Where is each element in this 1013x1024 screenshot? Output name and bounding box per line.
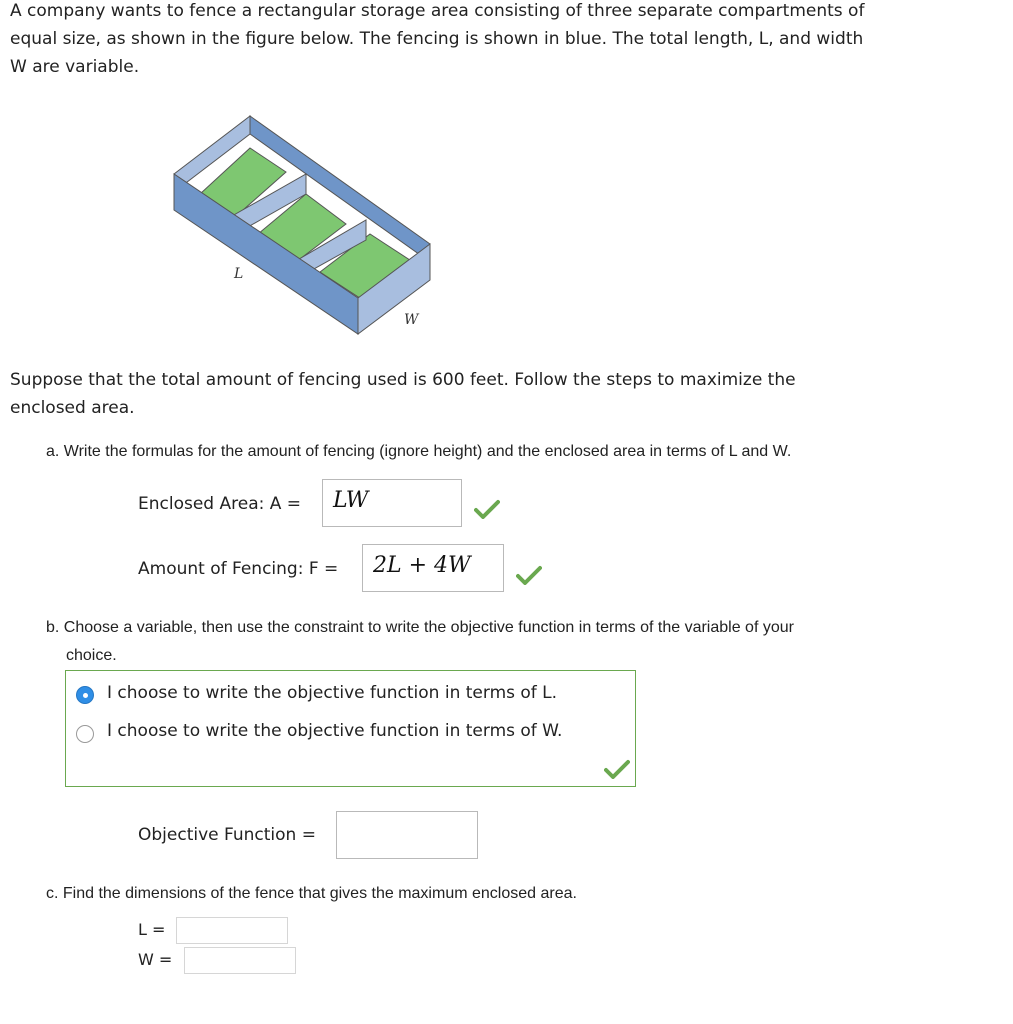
part-c-question: c. Find the dimensions of the fence that gives the maximum enclosed area.	[46, 885, 577, 902]
variable-choice-group	[65, 670, 636, 787]
fencing-check-icon	[516, 565, 542, 585]
intro-line-3: W are variable.	[10, 57, 140, 77]
length-label: L	[234, 266, 244, 282]
objective-input[interactable]	[336, 811, 478, 859]
part-b-line-1: b. Choose a variable, then use the constraint to write the objective function in terms of the variable of your	[46, 619, 794, 636]
intro-paragraph	[10, 0, 1000, 81]
radio-choose-l[interactable]	[76, 686, 94, 704]
l-input[interactable]	[176, 917, 288, 944]
area-label: Enclosed Area: A =	[138, 494, 302, 514]
fencing-input[interactable]: 2L + 4W	[362, 544, 504, 592]
width-label: W	[404, 312, 419, 328]
objective-label: Objective Function =	[138, 825, 316, 845]
fencing-label: Amount of Fencing: F =	[138, 559, 339, 579]
w-input[interactable]	[184, 947, 296, 974]
intro-line-2: equal size, as shown in the figure below. The fencing is shown in blue. The total length, L, and width	[10, 29, 864, 49]
statement-line-2: enclosed area.	[10, 398, 135, 418]
choice-check-icon	[604, 759, 630, 779]
fence-diagram	[170, 112, 440, 342]
problem-statement	[10, 366, 1000, 422]
part-b-question	[46, 614, 926, 670]
option-w-label[interactable]: I choose to write the objective function in terms of W.	[107, 721, 563, 741]
fence-figure	[170, 112, 440, 346]
w-label: W =	[138, 950, 173, 969]
area-check-icon	[474, 499, 500, 519]
part-a-question: a. Write the formulas for the amount of fencing (ignore height) and the enclosed area in terms of L and W.	[46, 443, 792, 460]
intro-line-1: A company wants to fence a rectangular storage area consisting of three separate compartments of	[10, 1, 865, 21]
statement-line-1: Suppose that the total amount of fencing used is 600 feet. Follow the steps to maximize the	[10, 370, 796, 390]
part-b-line-2: choice.	[66, 647, 117, 664]
radio-choose-w[interactable]	[76, 725, 94, 743]
area-input[interactable]: LW	[322, 479, 462, 527]
l-label: L =	[138, 920, 166, 939]
option-l-label[interactable]: I choose to write the objective function in terms of L.	[107, 683, 558, 703]
